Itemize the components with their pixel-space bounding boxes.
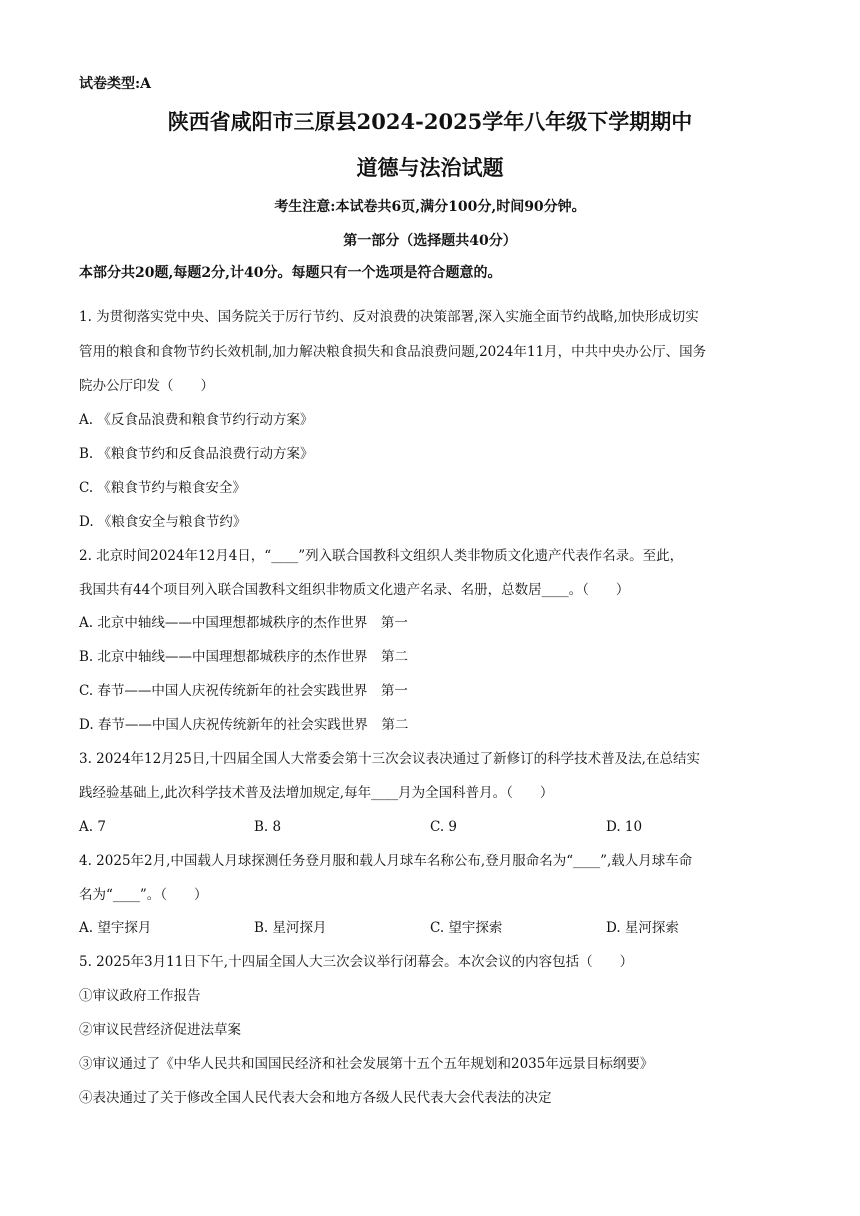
question-1-option-d: D. 《粮食安全与粮食节约》 <box>79 514 247 530</box>
question-1-option-a: A. 《反食品浪费和粮食节约行动方案》 <box>79 412 314 428</box>
question-5-line-1: 5. 2025年3月11日下午,十四届全国人大三次会议举行闭幕会。本次会议的内容包括（ ） <box>79 954 634 970</box>
question-3-option-b: B. 8 <box>254 819 282 835</box>
question-4-option-b: B. 星河探月 <box>254 920 327 936</box>
question-3-option-c: C. 9 <box>430 819 458 835</box>
question-5-item-1: ①审议政府工作报告 <box>79 988 201 1004</box>
question-3-line-1: 3. 2024年12月25日,十四届全国人大常委会第十三次会议表决通过了新修订的科学技术普及法,在总结实 <box>79 751 700 767</box>
question-2-option-a: A. 北京中轴线——中国理想都城秩序的杰作世界 第一 <box>79 615 408 631</box>
question-5-item-4: ④表决通过了关于修改全国人民代表大会和地方各级人民代表大会代表法的决定 <box>79 1090 552 1106</box>
question-4-option-d: D. 星河探索 <box>606 920 679 936</box>
question-5-item-2: ②审议民营经济促进法草案 <box>79 1022 241 1038</box>
question-1-line-2: 管用的粮食和食物节约长效机制,加力解决粮食损失和食品浪费问题,2024年11月，中共中央办公厅、国务 <box>79 344 707 360</box>
section-instructions: 本部分共20题,每题2分,计40分。每题只有一个选项是符合题意的。 <box>79 265 502 281</box>
question-4-option-a: A. 望宇探月 <box>79 920 152 936</box>
page-title-line1: 陕西省咸阳市三原县2024-2025学年八年级下学期期中 <box>167 109 693 134</box>
question-1-option-c: C. 《粮食节约与粮食安全》 <box>79 480 246 496</box>
exam-notice: 考生注意:本试卷共6页,满分100分,时间90分钟。 <box>274 199 586 215</box>
paper-type: 试卷类型:A <box>79 76 152 92</box>
page-title-line2: 道德与法治试题 <box>356 155 504 180</box>
question-1-option-b: B. 《粮食节约和反食品浪费行动方案》 <box>79 446 314 462</box>
question-3-option-d: D. 10 <box>606 819 643 835</box>
question-2-line-2: 我国共有44个项目列入联合国教科文组织非物质文化遗产名录、名册，总数居____。（ ） <box>79 582 630 598</box>
question-3-option-a: A. 7 <box>79 819 106 835</box>
question-4-line-1: 4. 2025年2月,中国载人月球探测任务登月服和载人月球车名称公布,登月服命名为“____”,载人月球车命 <box>79 853 693 869</box>
question-2-option-b: B. 北京中轴线——中国理想都城秩序的杰作世界 第二 <box>79 649 409 665</box>
question-2-line-1: 2. 北京时间2024年12月4日，“____”列入联合国教科文组织人类非物质文化遗产代表作名录。至此， <box>79 548 684 564</box>
question-2-option-d: D. 春节——中国人庆祝传统新年的社会实践世界 第二 <box>79 717 409 733</box>
section-heading: 第一部分（选择题共40分） <box>343 233 517 249</box>
question-5-item-3: ③审议通过了《中华人民共和国国民经济和社会发展第十五个五年规划和2035年远景目标纲要》 <box>79 1056 654 1072</box>
question-1-line-1: 1. 为贯彻落实党中央、国务院关于厉行节约、反对浪费的决策部署,深入实施全面节约战略,加快形成切实 <box>79 309 699 325</box>
question-1-line-3: 院办公厅印发（ ） <box>79 378 214 394</box>
question-2-option-c: C. 春节——中国人庆祝传统新年的社会实践世界 第一 <box>79 683 408 699</box>
question-4-line-2: 名为“____”。（ ） <box>79 887 208 903</box>
question-3-line-2: 践经验基础上,此次科学技术普及法增加规定,每年____月为全国科普月。（ ） <box>79 785 554 801</box>
question-4-option-c: C. 望宇探索 <box>430 920 503 936</box>
